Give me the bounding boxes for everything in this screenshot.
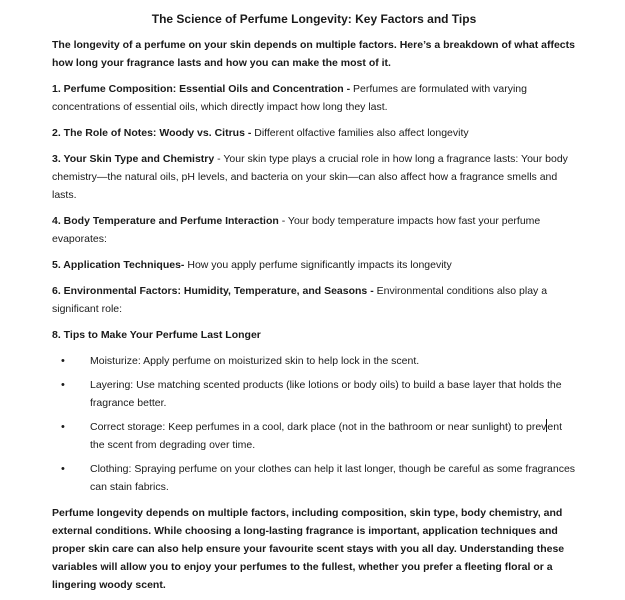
list-item-clothing[interactable]: [52, 460, 576, 496]
section-body-text: - Your skin type plays a crucial role in how long a fragrance lasts: Your body chemistry—the natural oils, pH levels, and bacteria on your skin—can also affect how a fragrance smells and lasts.: [52, 153, 568, 201]
section-body-text: - Your body temperature impacts how fast your perfume evaporates:: [52, 215, 541, 245]
document-title[interactable]: The Science of Perfume Longevity: Key Factors and Tips: [151, 12, 477, 26]
tips-heading[interactable]: 8. Tips to Make Your Perfume Last Longer: [52, 329, 261, 341]
bullet-text: Clothing: Spraying perfume on your clothes can help it last longer, though be careful as some fragrances can stain fabrics.: [90, 463, 576, 493]
bullet-icon: •: [61, 421, 65, 433]
section-paragraph-skin-type[interactable]: [52, 150, 576, 204]
bullet-text: Correct storage: Keep perfumes in a cool, dark place (not in the bathroom or near sunlight) to prev: [90, 421, 547, 433]
section-heading-text: 6. Environmental Factors: Humidity, Temperature, and Seasons -: [52, 285, 377, 297]
section-heading-text: 3. Your Skin Type and Chemistry: [52, 153, 218, 165]
list-item-layering[interactable]: [52, 376, 576, 412]
section-paragraph-application[interactable]: [52, 256, 576, 274]
section-body-text: Perfumes are formulated with varying concentrations of essential oils, which directly impact how long they last.: [52, 83, 527, 113]
section-paragraph-environment[interactable]: [52, 282, 576, 318]
bullet-list: [52, 352, 576, 496]
section-heading-text: 2. The Role of Notes: Woody vs. Citrus -: [52, 127, 255, 139]
list-item-correct-storage[interactable]: [52, 418, 576, 454]
bullet-icon: •: [61, 355, 65, 367]
closing-paragraph[interactable]: Perfume longevity depends on multiple factors, including composition, skin type, body chemistry, and external conditions. While choosing a long-lasting fragrance is important, application techniques and proper skin care can also help ensure your favourite scent stays with you all day. Understanding these variables will allow you to enjoy your perfumes to the fullest, whether you prefer a fleeting floral or a lingering woody scent.: [52, 507, 565, 591]
bullet-text: Layering: Use matching scented products (like lotions or body oils) to build a base layer that holds the fragrance better.: [90, 379, 562, 409]
bullet-icon: •: [61, 379, 65, 391]
bullet-text: ent the scent from degrading over time.: [90, 421, 563, 451]
section-heading-text: 4. Body Temperature and Perfume Interaction: [52, 215, 282, 227]
bullet-text: Moisturize: Apply perfume on moisturized skin to help lock in the scent.: [90, 355, 420, 367]
bullet-icon: •: [61, 463, 65, 475]
section-paragraph-notes[interactable]: [52, 124, 576, 142]
section-paragraph-composition[interactable]: [52, 80, 576, 116]
section-body-text: Different olfactive families also affect longevity: [254, 127, 469, 139]
section-paragraph-body-temperature[interactable]: [52, 212, 576, 248]
section-body-text: How you apply perfume significantly impacts its longevity: [187, 259, 452, 271]
section-body-text: Environmental conditions also play a significant role:: [52, 285, 548, 315]
section-heading-text: 1. Perfume Composition: Essential Oils and Concentration -: [52, 83, 354, 95]
intro-paragraph[interactable]: The longevity of a perfume on your skin depends on multiple factors. Here’s a breakdown of what affects how long your fragrance lasts and how you can make the most of it.: [52, 39, 575, 69]
list-item-moisturize[interactable]: [52, 352, 576, 370]
section-heading-text: 5. Application Techniques-: [52, 259, 188, 271]
